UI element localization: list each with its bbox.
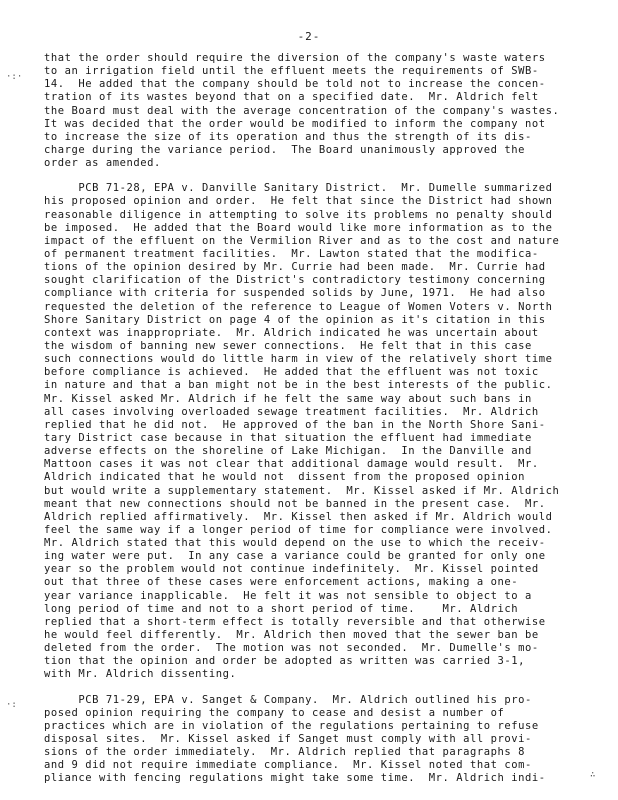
text-line: posed opinion requiring the company to cease and desist a number of [44, 706, 505, 719]
text-line: replied that a short-term effect is totally reversible and that otherwise [44, 615, 546, 628]
text-line: Aldrich replied affirmatively. Mr. Kissel then asked if Mr. Aldrich would [44, 510, 553, 523]
text-line: Mattoon cases it was not clear that additional damage would result. Mr. [44, 458, 539, 471]
text-line: context was inappropriate. Mr. Aldrich indicated he was uncertain about [44, 326, 539, 339]
paragraph [44, 182, 584, 681]
margin-scan-mark: ·:· [6, 72, 23, 82]
margin-scan-mark: ·: [6, 700, 17, 710]
text-line: before compliance is achieved. He added that the effluent was not toxic [44, 366, 539, 379]
text-line: Aldrich indicated that he would not dissent from the proposed opinion [44, 471, 526, 484]
text-line: tion that the opinion and order be adopted as written was carried 3-1, [44, 655, 526, 668]
paragraph [44, 52, 584, 170]
text-line: charge during the variance period. The Board unanimously approved the [44, 143, 526, 156]
paragraph [44, 694, 584, 786]
text-line: compliance with criteria for suspended solids by June, 1971. He had also [44, 287, 546, 300]
text-line: Mr. Aldrich stated that this would depend on the use to which the receiv- [44, 537, 546, 550]
text-line: the Board must deal with the average concentration of the company's wastes. [44, 104, 560, 117]
text-line: order as amended. [44, 157, 161, 170]
text-line: tary District case because in that situation the effluent had immediate [44, 431, 532, 444]
paragraph-gap [44, 682, 584, 694]
text-line: be imposed. He added that the Board would like more information as to the [44, 221, 553, 234]
text-line: with Mr. Aldrich dissenting. [44, 668, 237, 681]
text-line: It was decided that the order would be modified to inform the company not [44, 117, 546, 130]
page-number: -2- [297, 30, 321, 43]
text-line: PCB 71-29, EPA v. Sanget & Company. Mr. Aldrich outlined his pro- [44, 693, 532, 706]
text-line: but would write a supplementary statement. Mr. Kissel asked if Mr. Aldrich [44, 484, 560, 497]
text-line: year so the problem would not continue indefinitely. Mr. Kissel pointed [44, 563, 539, 576]
text-line: of permanent treatment facilities. Mr. Lawton stated that the modifica- [44, 247, 539, 260]
text-line: adverse effects on the shoreline of Lake Michigan. In the Danville and [44, 445, 532, 458]
text-line: requested the deletion of the reference to League of Women Voters v. North [44, 300, 553, 313]
text-line: sions of the order immediately. Mr. Aldrich replied that paragraphs 8 [44, 746, 526, 759]
text-line: out that three of these cases were enforcement actions, making a one- [44, 576, 519, 589]
corner-scan-mark: ∴ [590, 770, 596, 780]
text-line: the wisdom of banning new sewer connections. He felt that in this case [44, 339, 532, 352]
text-line: deleted from the order. The motion was not seconded. Mr. Dumelle's mo- [44, 642, 539, 655]
text-line: that the order should require the diversion of the company's waste waters [44, 52, 546, 64]
text-line: all cases involving overloaded sewage treatment facilities. Mr. Aldrich [44, 405, 539, 418]
text-line: pliance with fencing regulations might take some time. Mr. Aldrich indi- [44, 772, 546, 785]
text-line: tions of the opinion desired by Mr. Currie had been made. Mr. Currie had [44, 261, 546, 274]
text-line: Mr. Kissel asked Mr. Aldrich if he felt the same way about such bans in [44, 392, 532, 405]
text-line: he would feel differently. Mr. Aldrich then moved that the sewer ban be [44, 629, 539, 642]
text-line: in nature and that a ban might not be in the best interests of the public. [44, 379, 553, 392]
text-line: year variance inapplicable. He felt it was not sensible to object to a [44, 589, 532, 602]
text-line: practices which are in violation of the regulations pertaining to refuse [44, 719, 539, 732]
text-line: PCB 71-28, EPA v. Danville Sanitary District. Mr. Dumelle summarized [44, 182, 553, 195]
text-line: his proposed opinion and order. He felt that since the District had shown [44, 195, 553, 208]
text-line: to an irrigation field until the effluent meets the requirements of SWB- [44, 65, 539, 78]
text-line: meant that new connections should not be banned in the present case. Mr. [44, 497, 546, 510]
text-line: and 9 did not require immediate compliance. Mr. Kissel noted that com- [44, 759, 532, 772]
text-line: tration of its wastes beyond that on a specified date. Mr. Aldrich felt [44, 91, 539, 104]
text-line: Shore Sanitary District on page 4 of the opinion as it's citation in this [44, 313, 546, 326]
text-line: reasonable diligence in attempting to solve its problems no penalty should [44, 208, 553, 221]
text-line: to increase the size of its operation and thus the strength of its dis- [44, 130, 532, 143]
text-line: long period of time and not to a short period of time. Mr. Aldrich [44, 602, 519, 615]
text-line: impact of the effluent on the Vermilion River and as to the cost and nature [44, 234, 560, 247]
text-line: replied that he did not. He approved of the ban in the North Shore Sani- [44, 418, 546, 431]
text-line: such connections would do little harm in view of the relatively short time [44, 353, 553, 366]
text-line: 14. He added that the company should be told not to increase the concen- [44, 78, 546, 91]
document-body [44, 52, 584, 786]
text-line: ing water were put. In any case a variance could be granted for only one [44, 550, 546, 563]
text-line: disposal sites. Mr. Kissel asked if Sanget must comply with all provi- [44, 733, 532, 746]
text-line: feel the same way if a longer period of time for compliance were involved. [44, 523, 553, 536]
paragraph-gap [44, 170, 584, 182]
text-line: sought clarification of the District's contradictory testimony concerning [44, 274, 546, 287]
